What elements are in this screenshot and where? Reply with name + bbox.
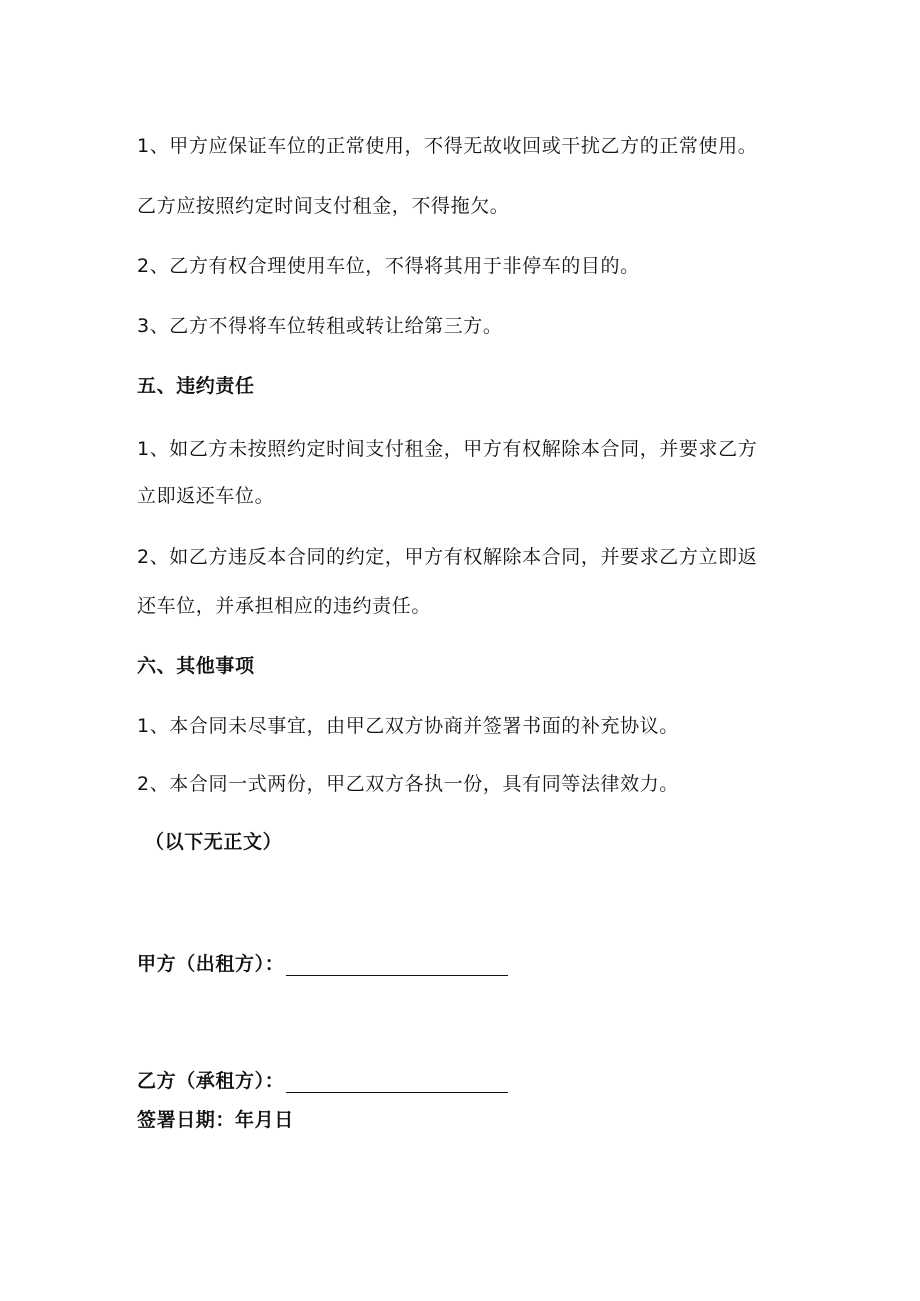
party-b-signature-line [286, 1072, 508, 1093]
clause-4-tenant-obligation: 乙方应按照约定时间支付租金，不得拖欠。 [137, 195, 510, 217]
party-a-label: 甲方（出租方）： [137, 953, 285, 975]
signing-date: 签署日期：年月日 [137, 1109, 294, 1131]
section-6-item-1: 1、本合同未尽事宜，由甲乙双方协商并签署书面的补充协议。 [137, 715, 679, 737]
section-5-item-2-line-2: 还车位，并承担相应的违约责任。 [137, 595, 432, 617]
clause-4-item-3: 3、乙方不得将车位转租或转让给第三方。 [137, 315, 503, 337]
party-b-label: 乙方（承租方）： [137, 1070, 285, 1092]
section-5-item-1-line-2: 立即返还车位。 [137, 485, 275, 507]
clause-4-item-1: 1、甲方应保证车位的正常使用，不得无故收回或干扰乙方的正常使用。 [137, 135, 758, 157]
party-a-signature-line [286, 955, 508, 976]
section-6-item-2: 2、本合同一式两份，甲乙双方各执一份，具有同等法律效力。 [137, 773, 679, 795]
party-b-signature-row [137, 1069, 508, 1093]
section-5-item-1-line-1: 1、如乙方未按照约定时间支付租金，甲方有权解除本合同，并要求乙方 [137, 438, 758, 460]
end-of-text-note: （以下无正文） [145, 831, 283, 853]
party-a-signature-row [137, 952, 508, 976]
section-5-item-2-line-1: 2、如乙方违反本合同的约定，甲方有权解除本合同，并要求乙方立即返 [137, 546, 758, 568]
section-5-title: 五、违约责任 [137, 375, 255, 397]
section-6-title: 六、其他事项 [137, 655, 255, 677]
clause-4-item-2: 2、乙方有权合理使用车位，不得将其用于非停车的目的。 [137, 255, 640, 277]
